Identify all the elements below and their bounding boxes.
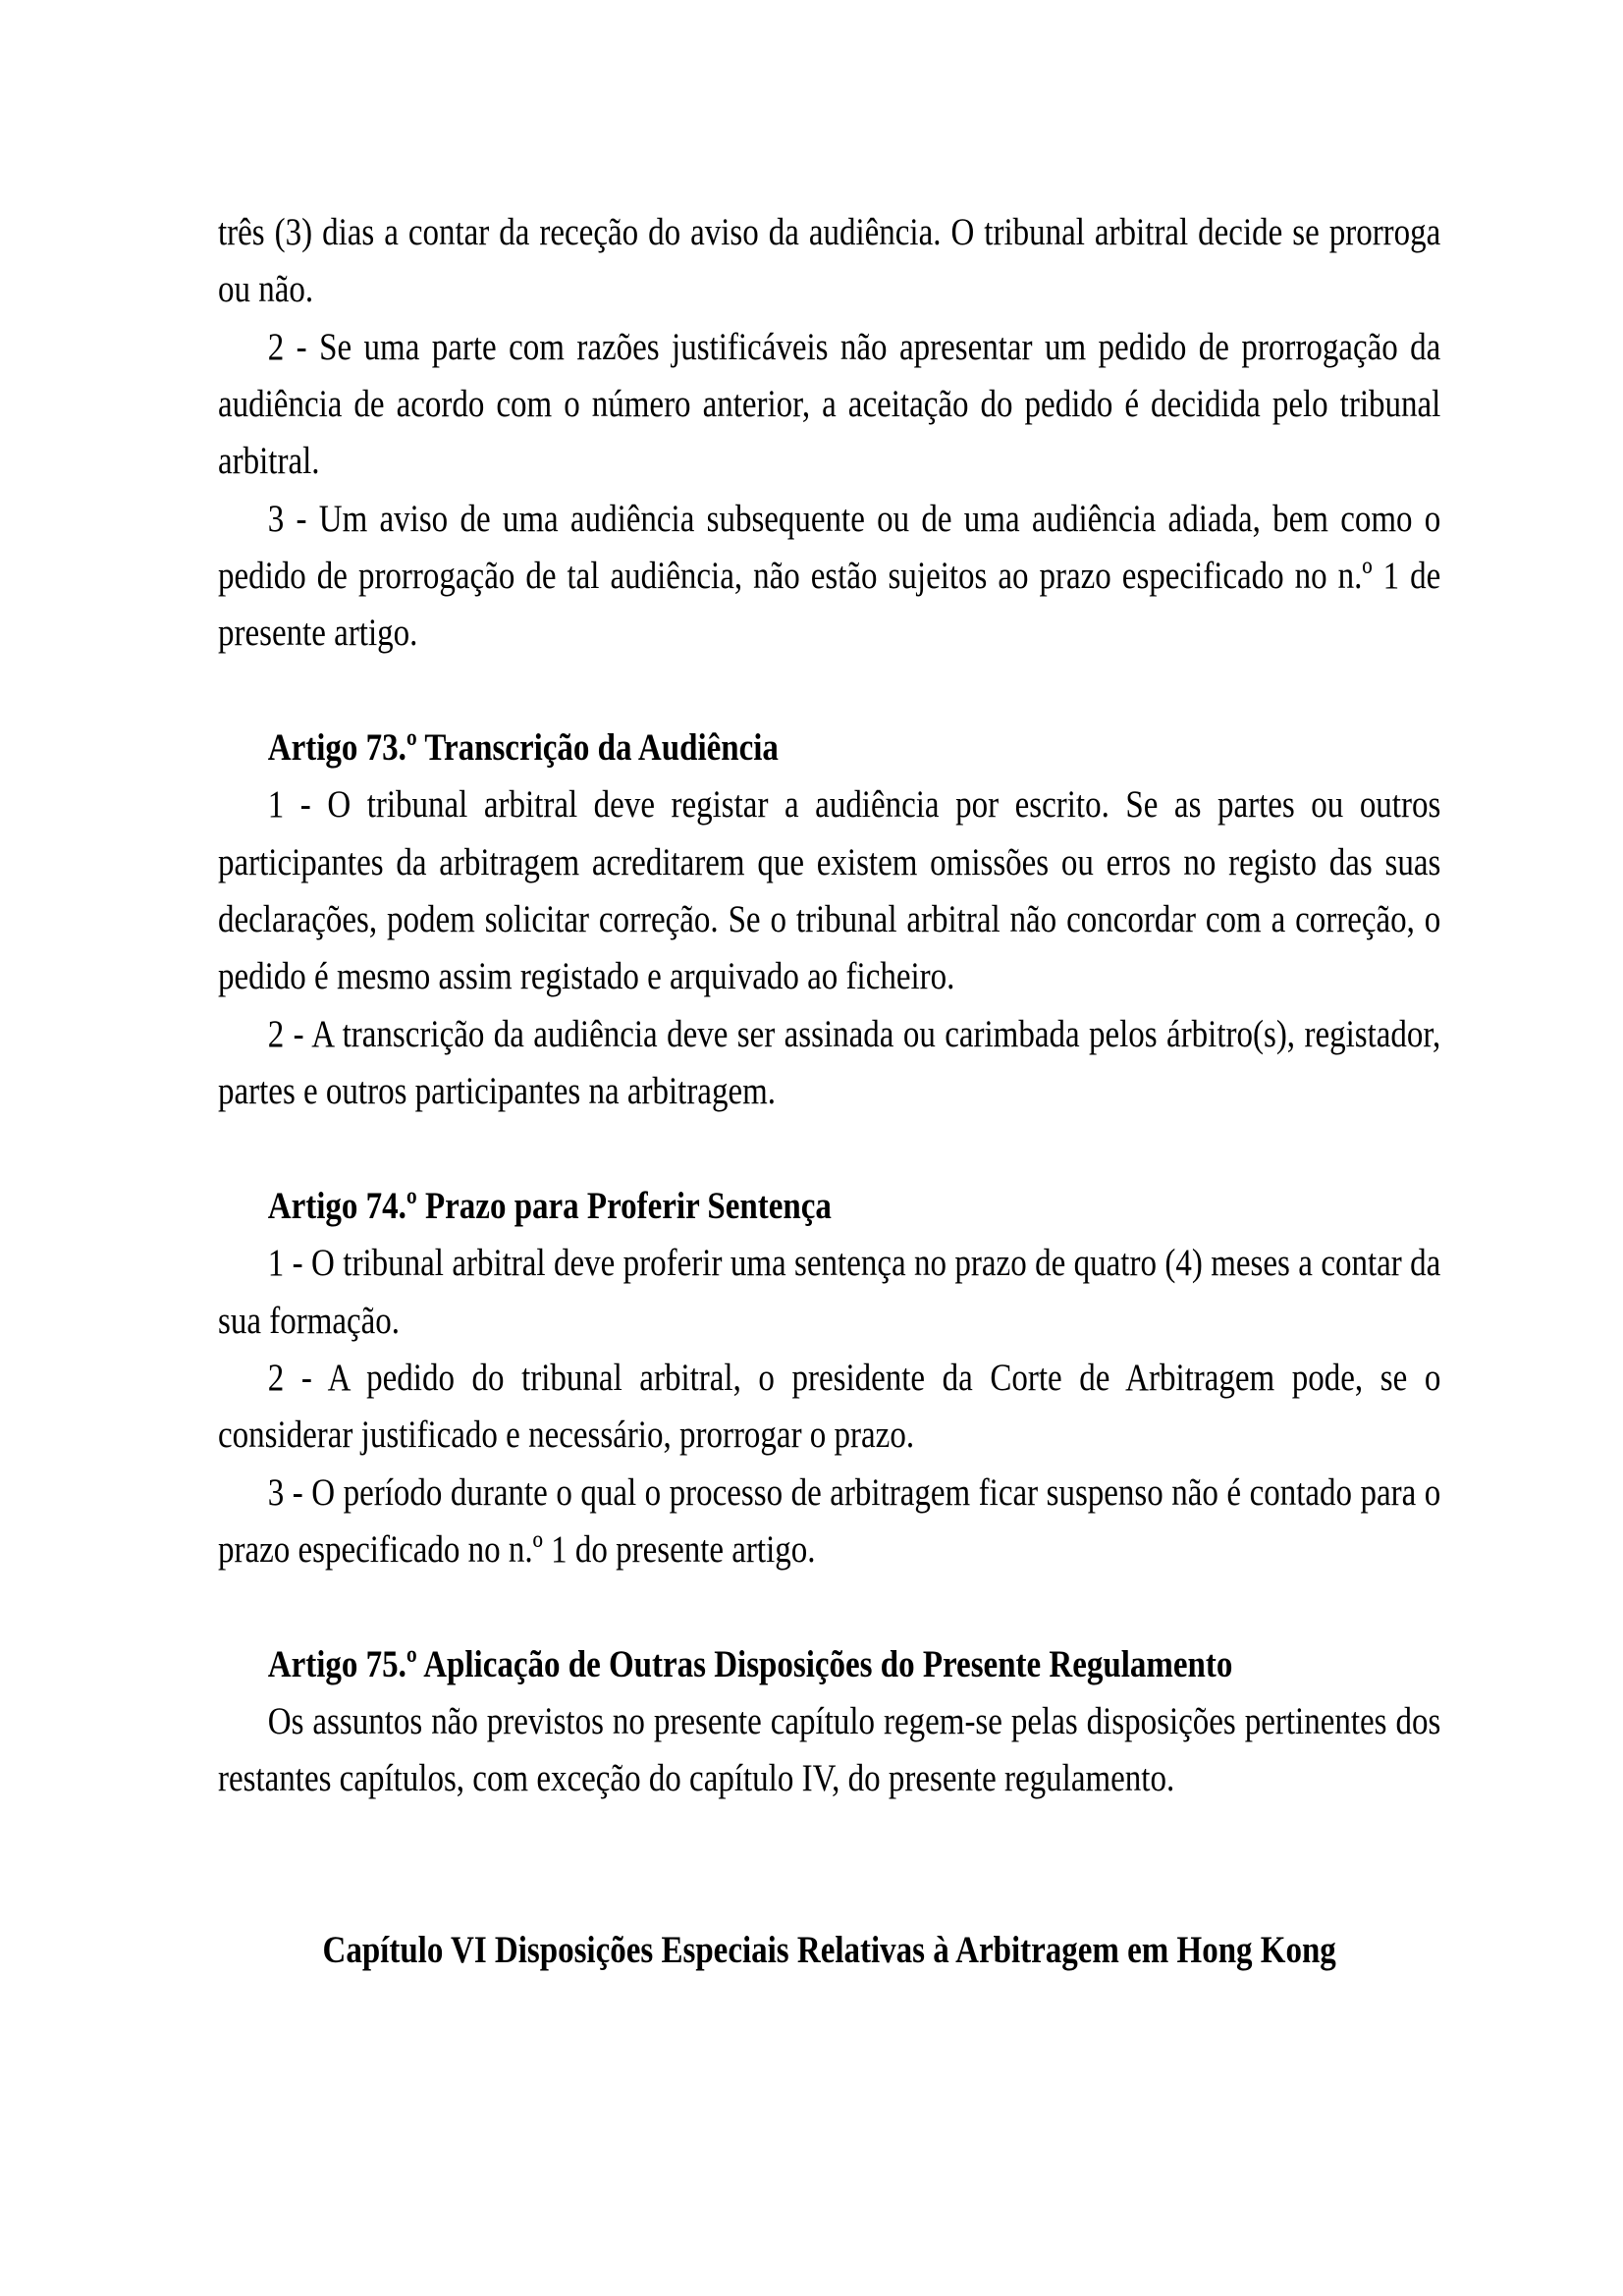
paragraph-art73-n1: 1 - O tribunal arbitral deve registar a audiência por escrito. Se as partes ou outros participantes da arbitragem acreditarem que existem omissões ou erros no registo das suas declarações, podem solicitar correção. Se o tribunal arbitral não concordar com a correção, o pedido é mesmo assim registado e arquivado ao ficheiro. <box>218 783 1441 998</box>
page-content <box>218 204 1440 1980</box>
paragraph-art72-continuation: três (3) dias a contar da receção do aviso da audiência. O tribunal arbitral decide se prorroga ou não. <box>218 211 1441 311</box>
paragraph-art73-n2: 2 - A transcrição da audiência deve ser assinada ou carimbada pelos árbitro(s), registador, partes e outros participantes na arbitragem. <box>218 1012 1441 1113</box>
article-75-heading: Artigo 75.º Aplicação de Outras Disposições do Presente Regulamento <box>267 1642 1233 1685</box>
paragraph-art74-n3: 3 - O período durante o qual o processo de arbitragem ficar suspenso não é contado para o prazo especificado no n.º 1 do presente artigo. <box>218 1470 1441 1571</box>
article-73-heading: Artigo 73.º Transcrição da Audiência <box>267 726 779 770</box>
article-74-heading: Artigo 74.º Prazo para Proferir Sentença <box>267 1184 832 1227</box>
chapter-6-heading: Capítulo VI Disposições Especiais Relativas à Arbitragem em Hong Kong <box>322 1929 1336 1972</box>
paragraph-art74-n2: 2 - A pedido do tribunal arbitral, o presidente da Corte de Arbitragem pode, se o considerar justificado e necessário, prorrogar o prazo. <box>218 1356 1441 1457</box>
paragraph-art72-n2: 2 - Se uma parte com razões justificáveis não apresentar um pedido de prorrogação da audiência de acordo com o número anterior, a aceitação do pedido é decidida pelo tribunal arbitral. <box>218 325 1441 483</box>
paragraph-art74-n1: 1 - O tribunal arbitral deve proferir uma sentença no prazo de quatro (4) meses a contar da sua formação. <box>218 1242 1441 1342</box>
paragraph-art72-n3: 3 - Um aviso de uma audiência subsequente ou de uma audiência adiada, bem como o pedido de prorrogação de tal audiência, não estão sujeitos ao prazo especificado no n.º 1 de presente artigo. <box>218 497 1441 655</box>
paragraph-art75: Os assuntos não previstos no presente capítulo regem-se pelas disposições pertinentes dos restantes capítulos, com exceção do capítulo IV, do presente regulamento. <box>218 1699 1441 1800</box>
